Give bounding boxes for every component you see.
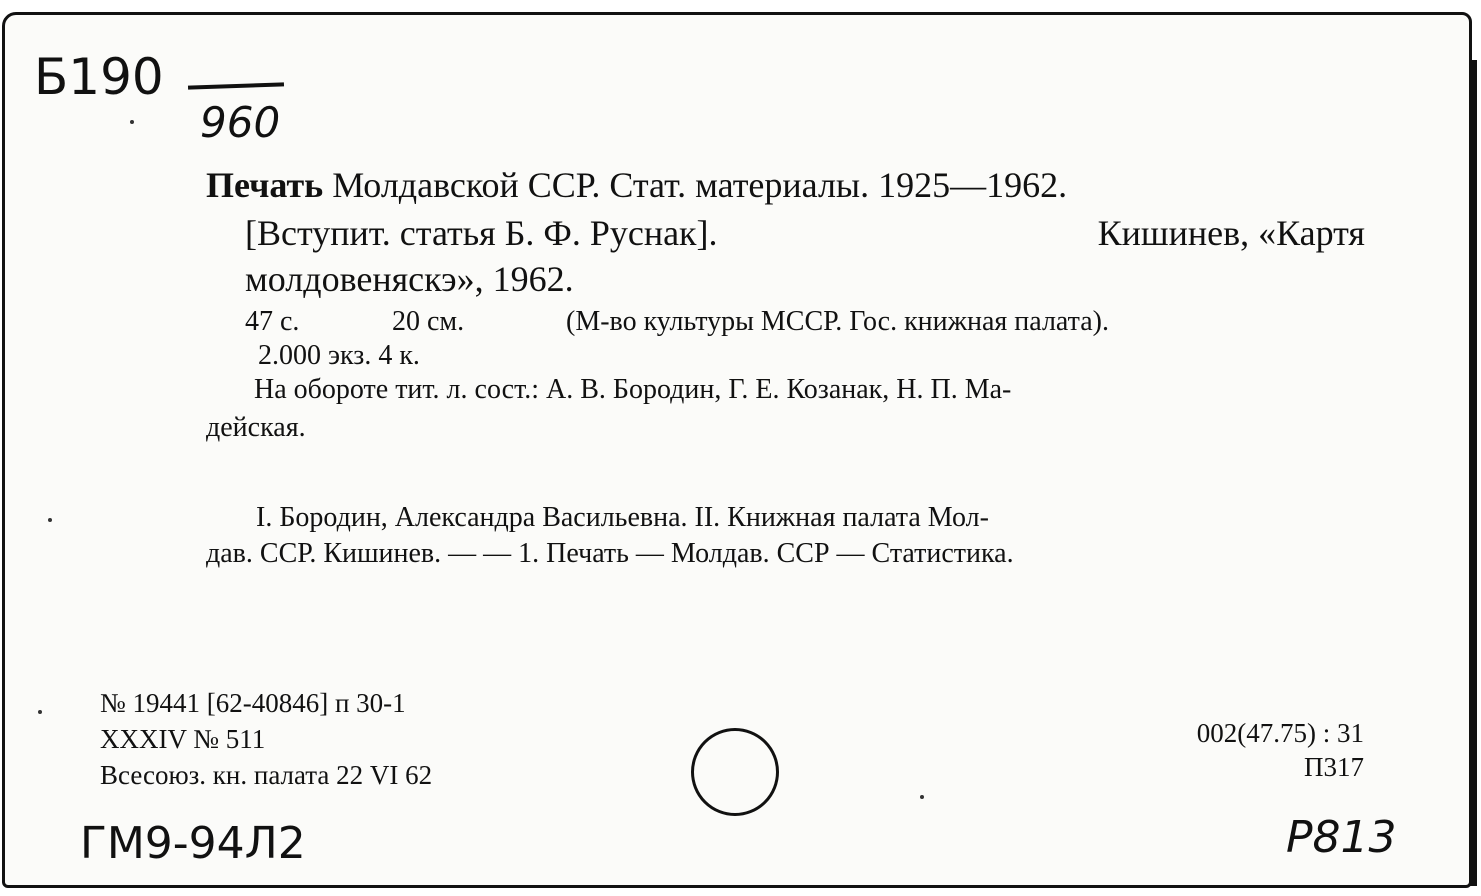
punch-hole — [691, 728, 779, 816]
main-heading: Печать — [206, 165, 324, 205]
title-text: Молдавской ССР. Стат. материалы. 1925—1962. — [332, 165, 1068, 205]
handwritten-shelfmark: Б190 — [34, 48, 164, 106]
collation-pages: 47 с. — [245, 306, 300, 337]
series-statement: (М-во культуры МССР. Гос. книжная палата). — [566, 306, 1109, 337]
copies-price: 2.000 экз. 4 к. — [258, 340, 420, 371]
tracings-line-2: дав. ССР. Кишинев. — — 1. Печать — Молдав. ССР — Статистика. — [206, 538, 1014, 569]
tracings-line-1: I. Бородин, Александра Васильевна. II. Книжная палата Мол- — [256, 502, 989, 533]
speck — [130, 120, 134, 124]
handwritten-denominator: 960 — [200, 98, 281, 147]
title-line-2 — [245, 212, 1365, 254]
chamber-date: Всесоюз. кн. палата 22 VI 62 — [100, 760, 433, 790]
card-edge — [1470, 60, 1477, 886]
handwritten-mark: Р813 — [1286, 812, 1397, 863]
speck — [920, 795, 924, 799]
title-line-1 — [206, 164, 1067, 206]
note-line-1: На обороте тит. л. сост.: А. В. Бородин, Г. Е. Козанак, Н. П. Ма- — [254, 374, 1012, 405]
handwritten-inventory: ГМ9-94Л2 — [80, 818, 306, 869]
order-number: № 19441 [62-40846] п 30-1 — [100, 688, 406, 718]
speck — [38, 710, 42, 714]
intro-statement: [Вступит. статья Б. Ф. Руснак]. — [245, 213, 718, 253]
classification-number: 002(47.75) : 31 — [1196, 718, 1364, 748]
speck — [48, 518, 52, 522]
publisher-place: Кишинев, «Картя — [1097, 213, 1365, 253]
collation-size: 20 см. — [392, 306, 465, 337]
author-mark: П317 — [1304, 752, 1364, 782]
note-line-2: дейская. — [206, 412, 306, 443]
volume-number: XXXIV № 511 — [100, 724, 266, 754]
title-line-3: молдовеняскэ», 1962. — [245, 259, 574, 299]
